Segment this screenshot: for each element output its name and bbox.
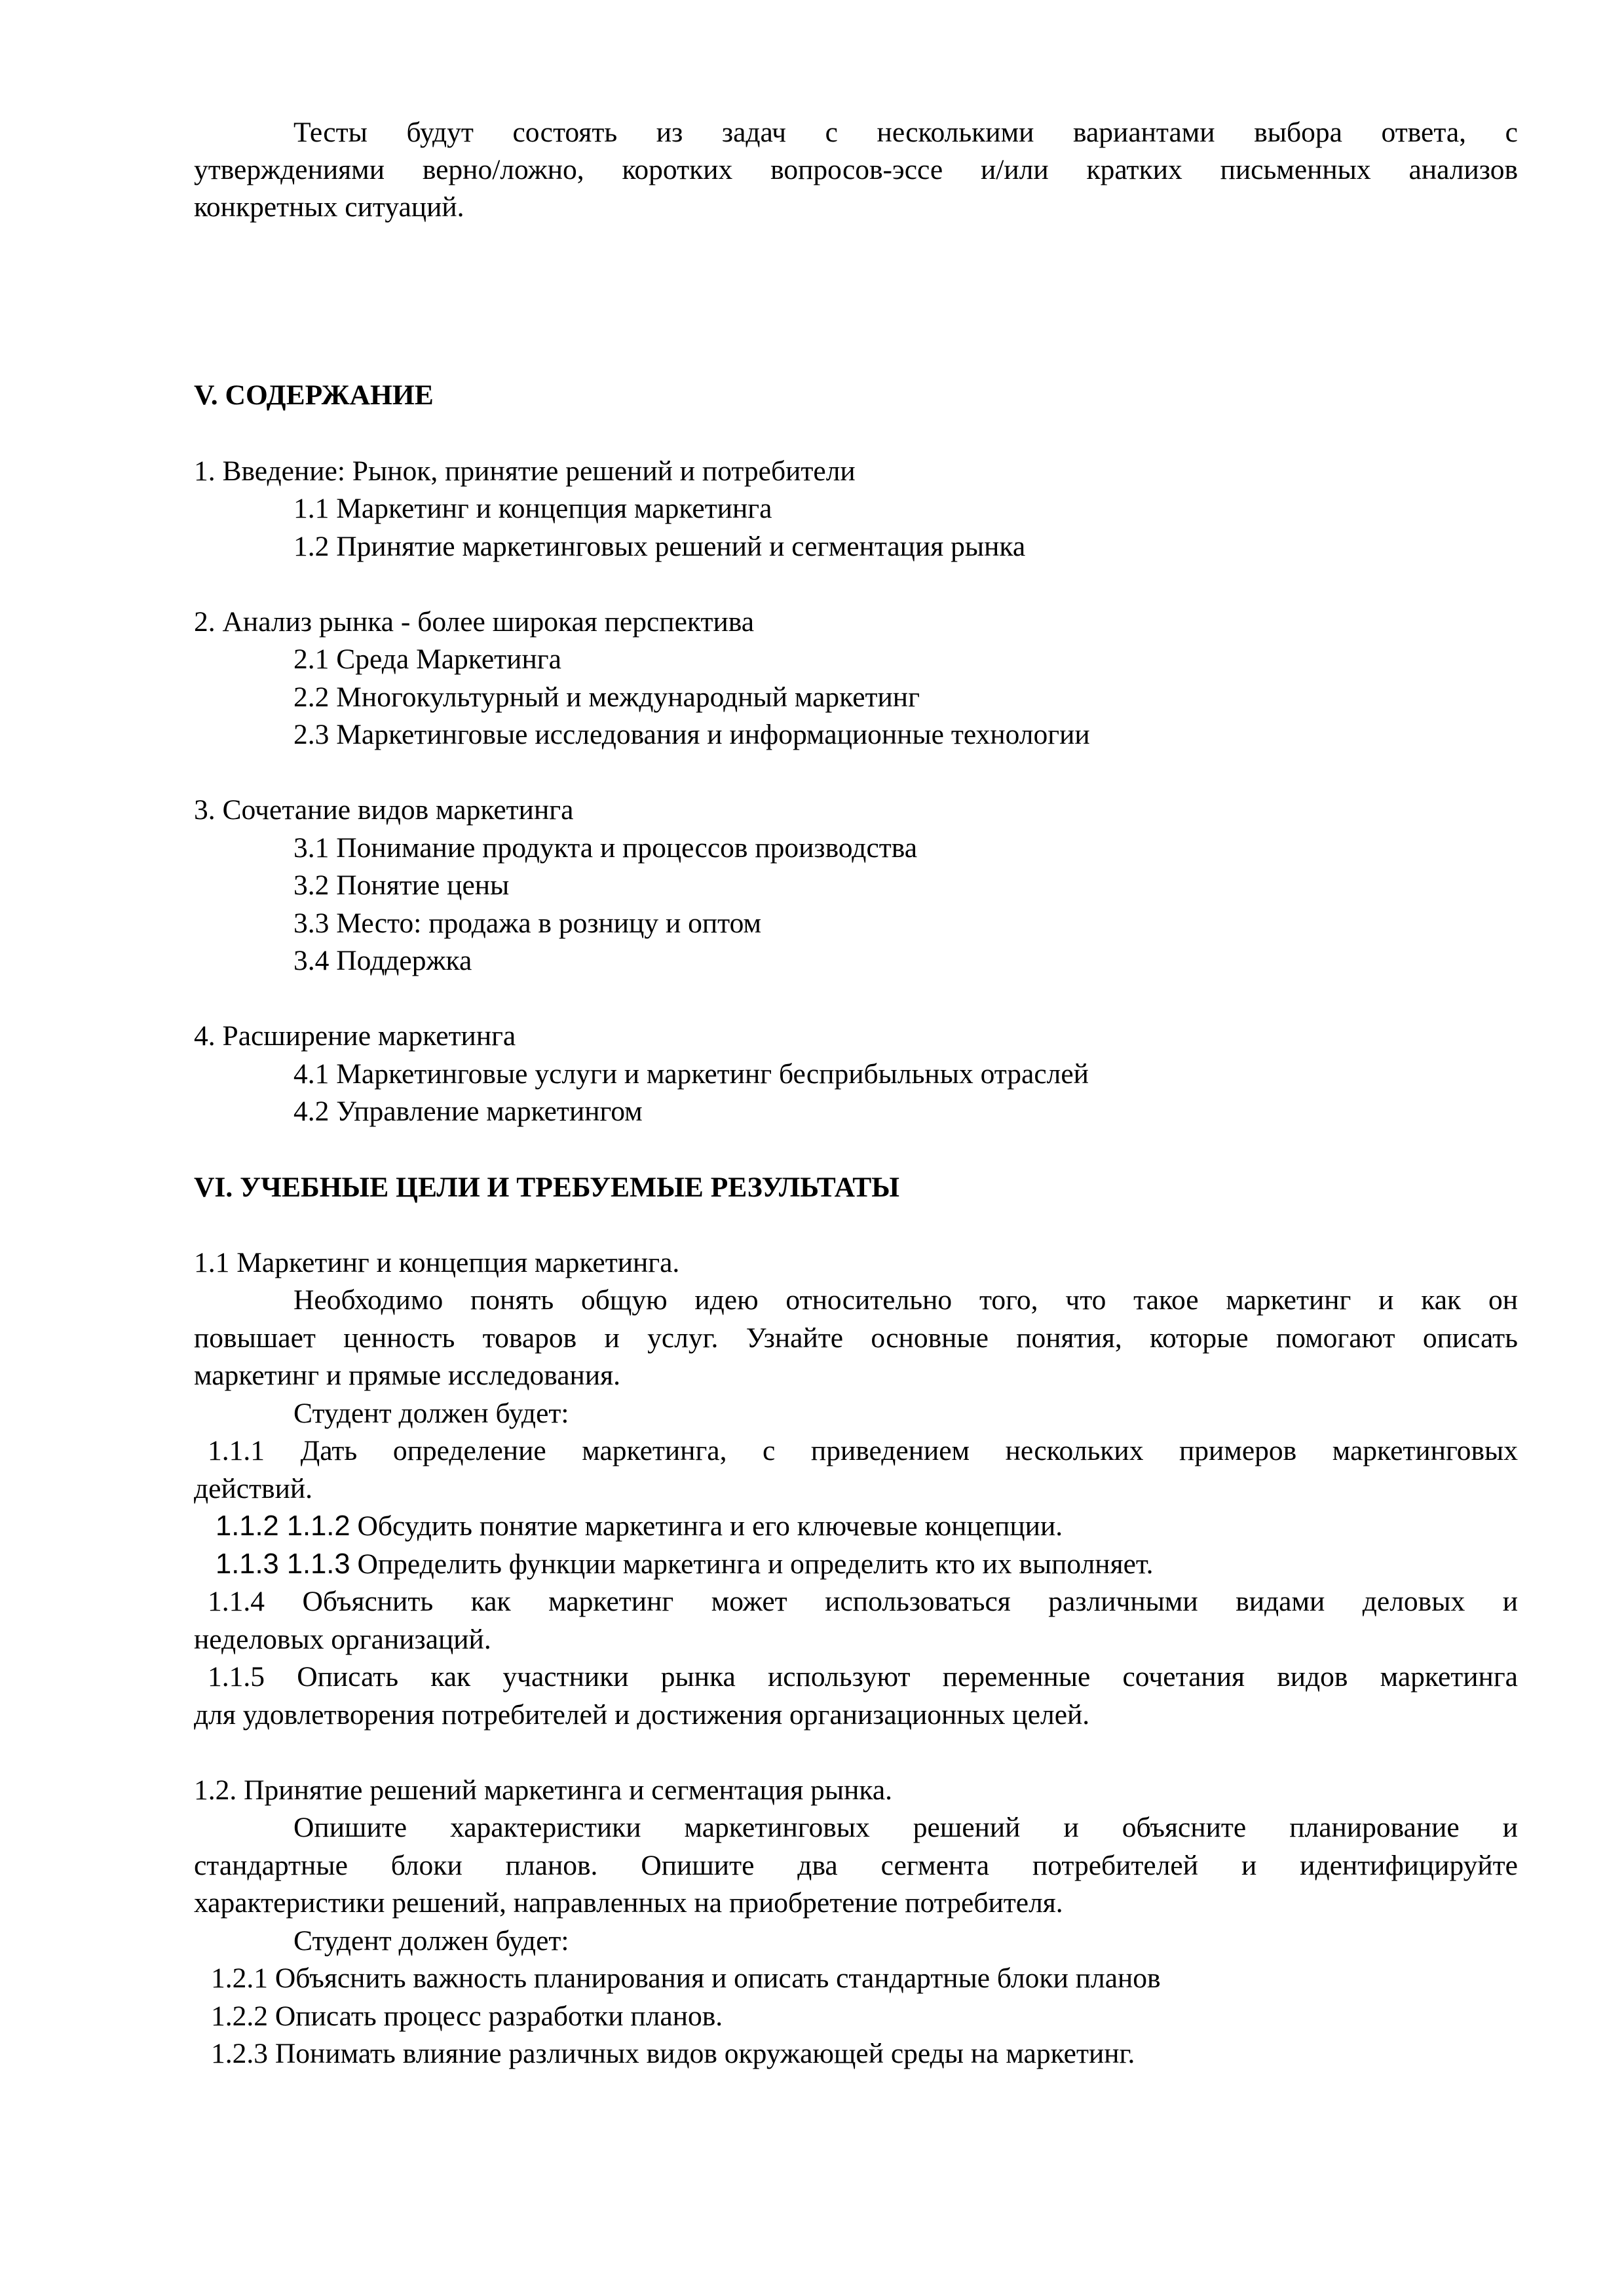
objective-1-1-1-line-1: 1.1.1 Дать определение маркетинга, с приведением нескольких примеров маркетинговых [208,1435,1518,1466]
topic-3-item-3: 3.3 Место: продажа в розницу и оптом [293,908,762,939]
student-will-label: Студент должен будет: [293,1398,569,1429]
objective-1-1-4-line-1: 1.1.4 Объяснить как маркетинг может использоваться различными видами деловых и [208,1586,1518,1617]
topic-4-label: 4. Расширение маркетинга [194,1020,516,1052]
topic-3-item-4: 3.4 Поддержка [293,945,472,976]
topic-2-item-2: 2.2 Многокультурный и международный маркетинг [293,681,920,713]
topic-3-item-1: 3.1 Понимание продукта и процессов производства [293,832,918,864]
objective-1-2-2: 1.2.2 Описать процесс разработки планов. [211,2000,723,2032]
objective-1-1-para-line-1: Необходимо понять общую идею относительно того, что такое маркетинг и как он [293,1284,1518,1316]
objective-1-1-heading: 1.1 Маркетинг и концепция маркетинга. [194,1247,680,1278]
objective-1-1-4-line-2: неделовых организаций. [194,1624,491,1655]
topic-1-item-2: 1.2 Принятие маркетинговых решений и сегментация рынка [293,531,1026,562]
section-6-title: VI. УЧЕБНЫЕ ЦЕЛИ И ТРЕБУЕМЫЕ РЕЗУЛЬТАТЫ [194,1172,899,1203]
topic-1-item-1: 1.1 Маркетинг и концепция маркетинга [293,493,772,524]
objective-1-2-para-line-3: характеристики решений, направленных на приобретение потребителя. [194,1887,1063,1919]
objective-1-1-2-number: 1.1.2 1.1.2 [216,1510,350,1542]
objective-1-2-heading: 1.2. Принятие решений маркетинга и сегментация рынка. [194,1774,893,1806]
intro-line-1: Тесты будут состоять из задач с несколькими вариантами выбора ответа, с [293,117,1518,148]
objective-1-2-para-line-1: Опишите характеристики маркетинговых решений и объясните планирование и [293,1812,1518,1843]
objective-1-1-para-line-2: повышает ценность товаров и услуг. Узнайте основные понятия, которые помогают описать [194,1322,1518,1354]
section-5-title: V. СОДЕРЖАНИЕ [194,379,434,411]
topic-3-item-2: 3.2 Понятие цены [293,870,510,901]
topic-2-item-1: 2.1 Среда Маркетинга [293,643,561,675]
objective-1-2-para-line-2: стандартные блоки планов. Опишите два сегмента потребителей и идентифицируйте [194,1850,1518,1881]
topic-4-item-2: 4.2 Управление маркетингом [293,1096,643,1127]
topic-2-label: 2. Анализ рынка - более широкая перспектива [194,606,755,638]
topic-4-item-1: 4.1 Маркетинговые услуги и маркетинг бесприбыльных отраслей [293,1058,1089,1090]
objective-1-1-2-text: Обсудить понятие маркетинга и его ключевые концепции. [350,1510,1063,1542]
objective-1-1-2 [216,1507,1063,1545]
objective-1-2-1: 1.2.1 Объяснить важность планирования и описать стандартные блоки планов [211,1962,1161,1994]
objective-1-2-3: 1.2.3 Понимать влияние различных видов окружающей среды на маркетинг. [211,2038,1135,2069]
topic-1-label: 1. Введение: Рынок, принятие решений и потребители [194,455,856,487]
intro-line-3: конкретных ситуаций. [194,191,464,223]
objective-1-1-para-line-3: маркетинг и прямые исследования. [194,1360,620,1391]
topic-3-label: 3. Сочетание видов маркетинга [194,794,574,826]
topic-2-item-3: 2.3 Маркетинговые исследования и информационные технологии [293,719,1090,750]
objective-1-1-5-line-2: для удовлетворения потребителей и достижения организационных целей. [194,1699,1090,1731]
objective-1-1-1-line-2: действий. [194,1473,313,1504]
objective-1-1-3-number: 1.1.3 1.1.3 [216,1548,350,1580]
objective-1-1-5-line-1: 1.1.5 Описать как участники рынка используют переменные сочетания видов маркетинга [208,1661,1518,1693]
intro-line-2: утверждениями верно/ложно, коротких вопросов-эссе и/или кратких письменных анализов [194,154,1518,185]
student-will-label-2: Студент должен будет: [293,1925,569,1957]
objective-1-1-3 [216,1545,1154,1583]
objective-1-1-3-text: Определить функции маркетинга и определить кто их выполняет. [350,1548,1154,1580]
